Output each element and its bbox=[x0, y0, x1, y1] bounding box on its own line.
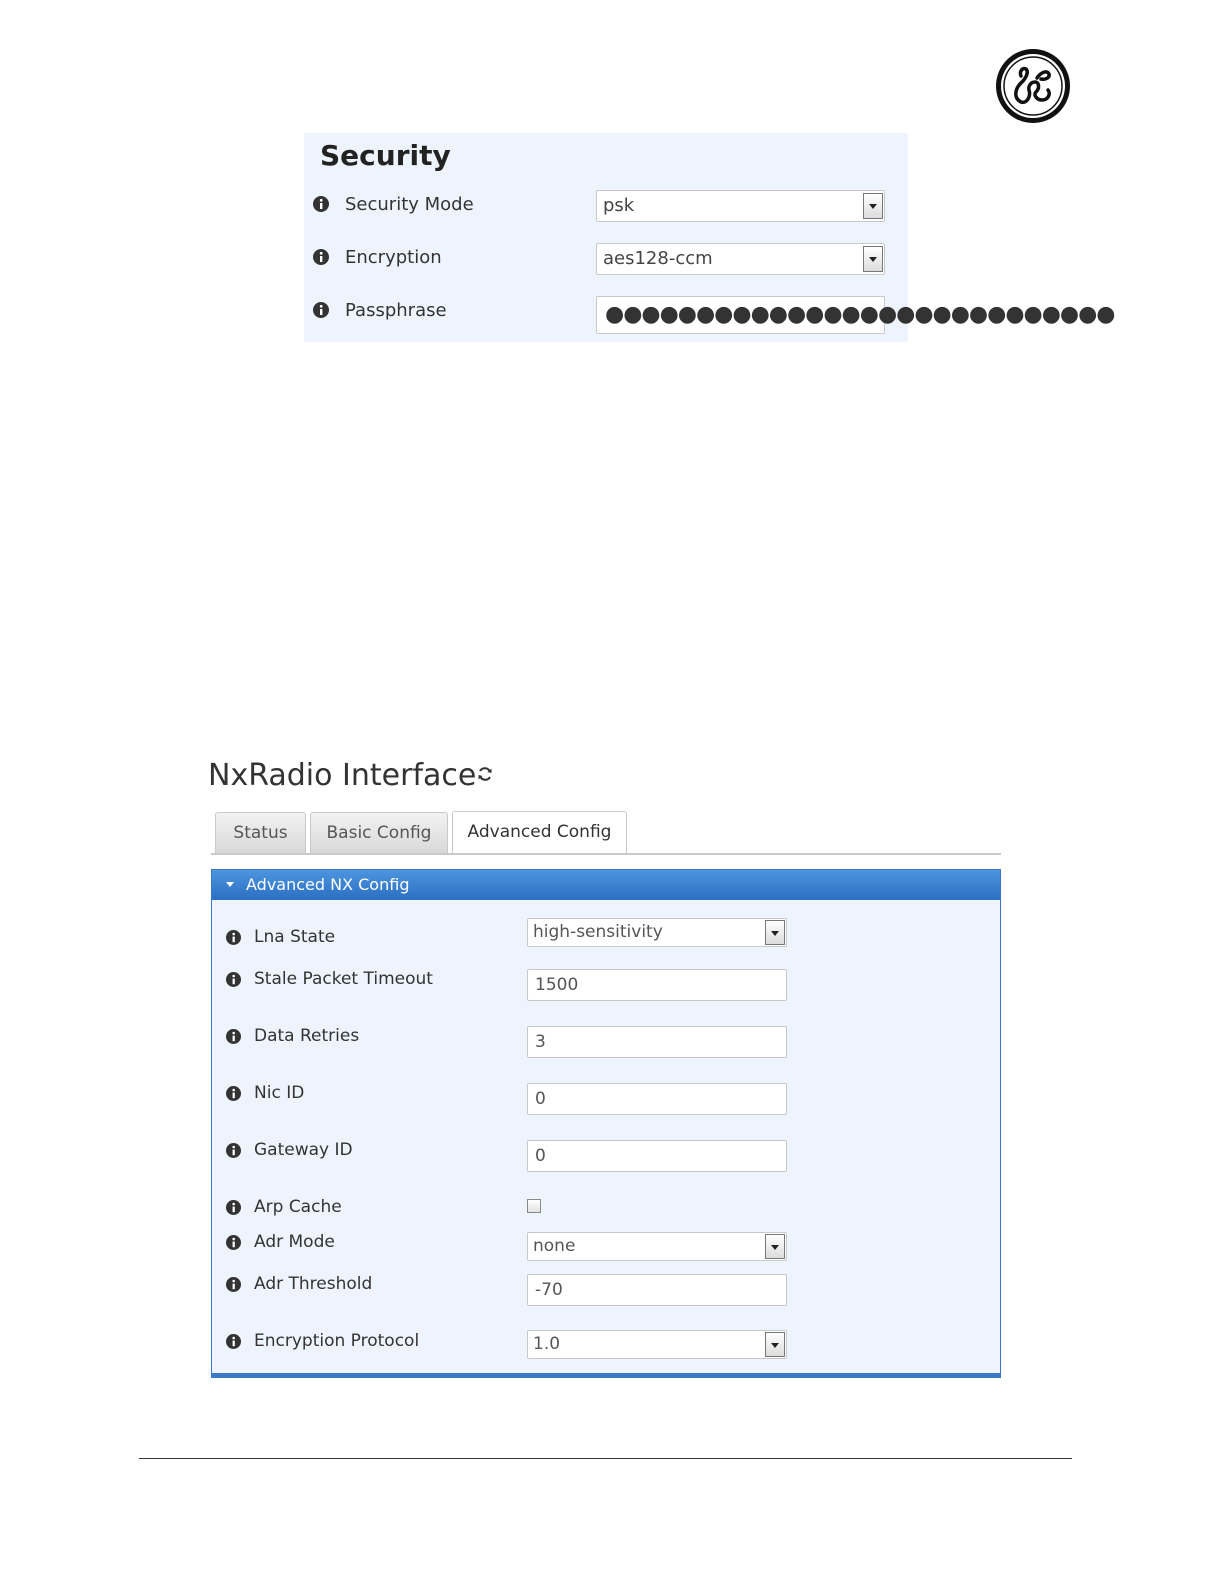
adr-mode-row bbox=[212, 1232, 1000, 1269]
chevron-down-icon[interactable] bbox=[765, 1332, 785, 1357]
encryption-protocol-value: 1.0 bbox=[533, 1334, 561, 1354]
lna-state-row bbox=[212, 922, 1000, 964]
info-icon[interactable] bbox=[313, 249, 329, 265]
info-icon[interactable] bbox=[226, 1334, 241, 1349]
security-mode-value: psk bbox=[603, 195, 635, 216]
panel-bottom-border bbox=[212, 1373, 1000, 1377]
chevron-down-icon[interactable] bbox=[863, 193, 883, 219]
security-mode-row bbox=[304, 190, 908, 224]
encryption-protocol-label: Encryption Protocol bbox=[254, 1331, 420, 1351]
encryption-protocol-select[interactable] bbox=[527, 1330, 787, 1359]
security-mode-label: Security Mode bbox=[345, 194, 474, 215]
gateway-id-row bbox=[212, 1140, 1000, 1177]
gateway-id-input[interactable]: 0 bbox=[527, 1140, 787, 1172]
encryption-protocol-row bbox=[212, 1331, 1000, 1368]
info-icon[interactable] bbox=[226, 1277, 241, 1292]
gateway-id-label: Gateway ID bbox=[254, 1140, 353, 1160]
encryption-value: aes128-ccm bbox=[603, 248, 713, 269]
advanced-nx-config-panel bbox=[211, 869, 1001, 1378]
lna-state-value: high-sensitivity bbox=[533, 922, 663, 942]
nic-id-row bbox=[212, 1083, 1000, 1120]
page-title: NxRadio Interface bbox=[208, 758, 477, 793]
tab-basic-config[interactable]: Basic Config bbox=[310, 812, 448, 853]
adr-mode-select[interactable] bbox=[527, 1232, 787, 1261]
info-icon[interactable] bbox=[226, 1200, 241, 1215]
data-retries-row bbox=[212, 1026, 1000, 1063]
chevron-down-icon[interactable] bbox=[765, 1234, 785, 1259]
adr-mode-value: none bbox=[533, 1236, 576, 1256]
info-icon[interactable] bbox=[226, 1086, 241, 1101]
passphrase-label: Passphrase bbox=[345, 300, 447, 321]
arp-cache-row bbox=[212, 1197, 1000, 1234]
adr-mode-label: Adr Mode bbox=[254, 1232, 335, 1252]
footer-divider bbox=[139, 1458, 1072, 1459]
tabs-divider bbox=[211, 853, 1001, 855]
advanced-nx-config-header[interactable] bbox=[212, 870, 1000, 900]
security-mode-select[interactable] bbox=[596, 190, 885, 222]
info-icon[interactable] bbox=[226, 1143, 241, 1158]
info-icon[interactable] bbox=[313, 196, 329, 212]
nic-id-input[interactable]: 0 bbox=[527, 1083, 787, 1115]
passphrase-input[interactable]: ●●●●●●●●●●●●●●●●●●●●●●●●●●●● bbox=[596, 296, 885, 334]
chevron-down-icon[interactable] bbox=[863, 246, 883, 272]
encryption-label: Encryption bbox=[345, 247, 442, 268]
data-retries-input[interactable]: 3 bbox=[527, 1026, 787, 1058]
stale-packet-timeout-row bbox=[212, 969, 1000, 1006]
encryption-row bbox=[304, 243, 908, 277]
info-icon[interactable] bbox=[226, 1235, 241, 1250]
info-icon[interactable] bbox=[313, 302, 329, 318]
nic-id-label: Nic ID bbox=[254, 1083, 305, 1103]
adr-threshold-label: Adr Threshold bbox=[254, 1274, 373, 1294]
lna-state-select[interactable] bbox=[527, 918, 787, 947]
passphrase-row bbox=[304, 296, 1115, 330]
refresh-icon[interactable] bbox=[477, 766, 493, 782]
chevron-down-icon[interactable] bbox=[765, 920, 785, 945]
ge-logo-icon bbox=[995, 48, 1071, 124]
adr-threshold-input[interactable]: -70 bbox=[527, 1274, 787, 1306]
stale-packet-timeout-label: Stale Packet Timeout bbox=[254, 969, 433, 989]
security-title: Security bbox=[320, 139, 451, 172]
stale-packet-timeout-input[interactable]: 1500 bbox=[527, 969, 787, 1001]
data-retries-label: Data Retries bbox=[254, 1026, 360, 1046]
caret-down-icon bbox=[226, 882, 234, 887]
encryption-select[interactable] bbox=[596, 243, 885, 275]
section-title: Advanced NX Config bbox=[246, 875, 410, 894]
tab-advanced-config[interactable]: Advanced Config bbox=[452, 811, 627, 854]
arp-cache-label: Arp Cache bbox=[254, 1197, 342, 1217]
adr-threshold-row bbox=[212, 1274, 1000, 1311]
info-icon[interactable] bbox=[226, 930, 241, 945]
info-icon[interactable] bbox=[226, 972, 241, 987]
arp-cache-checkbox[interactable] bbox=[527, 1199, 541, 1213]
lna-state-label: Lna State bbox=[254, 927, 336, 947]
info-icon[interactable] bbox=[226, 1029, 241, 1044]
security-panel bbox=[304, 133, 1115, 342]
tab-status[interactable]: Status bbox=[215, 812, 306, 853]
